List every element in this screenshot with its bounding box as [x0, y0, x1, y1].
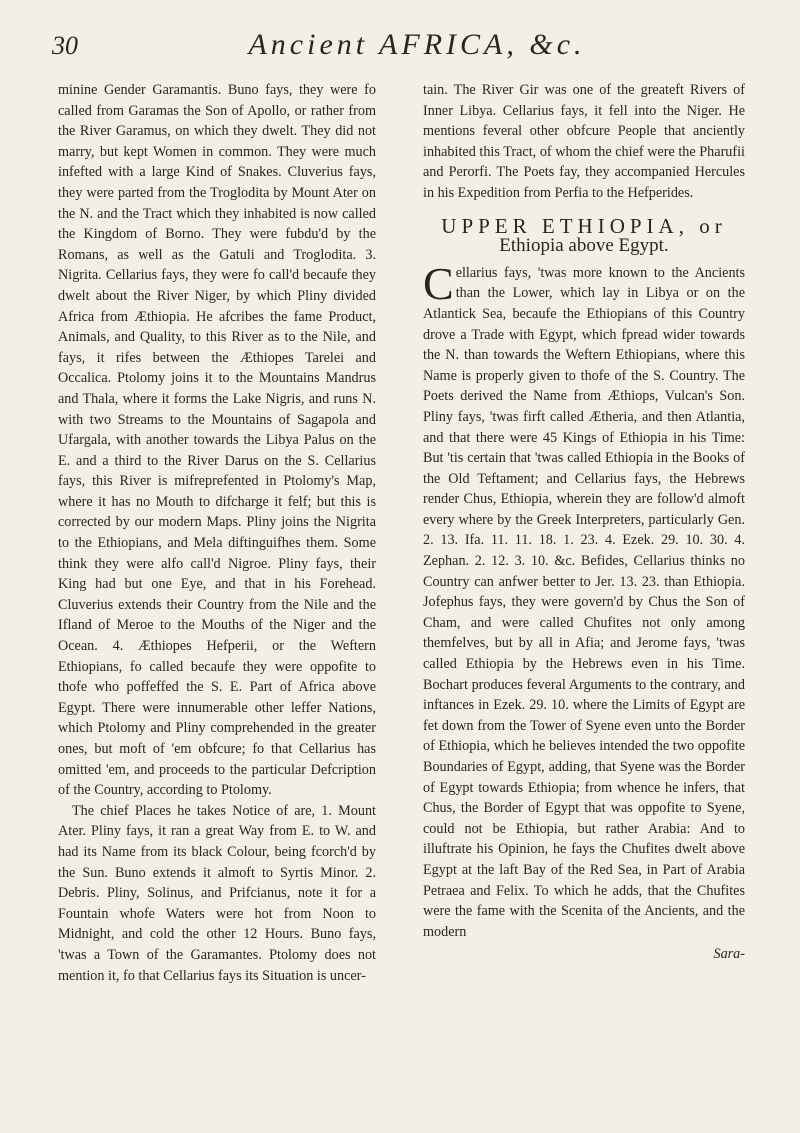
- page-number: 30: [52, 31, 78, 60]
- right-intro-paragraph: tain. The River Gir was one of the greateft Rivers of Inner Libya. Cellarius fays, it fell into the Niger. He mentions feveral other obfcure People that anciently inhabited this Tract, of whom the chief were the Pharufii and Perorfi. The Poets fay, they accompanied Hercules in his Expedition from Perfia to the Hefperides.: [423, 82, 745, 201]
- right-column: [423, 80, 745, 965]
- section-heading-line2: Ethiopia above Egypt.: [499, 235, 669, 257]
- left-column: [58, 80, 376, 986]
- section-heading: [423, 213, 745, 257]
- left-paragraph-2: The chief Places he takes Notice of are, 1. Mount Ater. Pliny fays, it ran a great Way from E. to W. and had its Name from its black Colour, being fcorch'd by the Sun. Buno extends it almoft to Syrtis Minor. 2. Debris. Pliny, Solinus, and Prifcianus, note it for a Fountain whofe Waters were hot from Noon to Midnight, and cold the other 12 Hours. Buno fays, 'twas a Town of the Garamantes. Ptolomy does not mention it, fo that Cellarius fays its Situation is uncer-: [58, 802, 376, 984]
- running-title: Ancient AFRICA, &c.: [248, 28, 586, 61]
- page-header: [52, 28, 742, 64]
- left-paragraph-1: minine Gender Garamantis. Buno fays, they were fo called from Garamas the Son of Apollo, or rather from the River Garamus, on which they dwelt. They did not marry, but kept Women in common. They were much infefted with a large Kind of Snakes. Cluverius fays, they were parted from the Troglodita by Mount Ater on the N. and the Tract which they inhabited is now called the Kingdom of Borno. They were fubdu'd by the Romans, as well as the Gatuli and Troglodita. 3. Nigrita. Cellarius fays, they were fo call'd becaufe they dwelt about the River Niger, by which Pliny divided Africa from Æthiopia. He afcribes the fame Product, Animals, and Quality, to this River as to the Nile, and fays, it rifes between the Æthiopes Tarelei and Occalica. Ptolomy joins it to the Mountains Mandrus and Thala, where it forms the Lake Nigris, and runs N. with two Streams to the Mountains of Sagapola and Ufargala, with another towards the Libya Palus on the E. and a third to the River Darus on the S. Cellarius fays, this River is mifreprefented in Ptolomy's Map, where it has no Mouth to difcharge it felf; but this is corrected by our modern Maps. Pliny joins the Nigrita to the Ethiopians, and Mela diftinguifhes them. Some think they were alfo call'd Nigroe. Pliny fays, their King had but one Eye, and that in his Forehead. Cluverius extends their Country from the Nile and the Ifland of Meroe to the Mouths of the Niger and the Ocean. 4. Æthiopes Hefperii, or the Weftern Ethiopians, fo called becaufe they were oppofite to thofe who poffeffed the S. E. Part of Africa above Egypt. There were innumerable other leffer Nations, which Ptolomy and Pliny comprehended in the greater ones, but moft of 'em obfcure; fo that Cellarius has omitted 'em, and proceeds to the particular Defcription of the Country, according to Ptolomy.: [58, 82, 376, 799]
- catchword: Sara-: [713, 946, 745, 963]
- right-body-paragraph: Cellarius fays, 'twas more known to the Ancients than the Lower, which lay in Libya or on the Atlantick Sea, becaufe the Ethiopians of this Country drove a Trade with Egypt, which fpread wider towards the N. than towards the Weftern Ethiopians, where this Name is properly given to thofe of the S. Country. The Poets derived the Name from Æthiops, Vulcan's Son. Pliny fays, 'twas firft called Ætheria, and then Atlantia, and that there were 45 Kings of Ethiopia in his Time: But 'tis certain that 'twas called Ethiopia in the Books of the Old Teftament; and Cellarius fays, the Hebrews render Chus, Ethiopia, wherein they are follow'd almoft every where by the Greek Interpreters, particularly Gen. 2. 13. Ifa. 11. 11. 18. 1. 23. 4. Ezek. 29. 10. 30. 4. Zephan. 2. 12. 3. 10. &c. Befides, Cellarius thinks no Country can anfwer better to Jer. 13. 23. than Ethiopia. Jofephus fays, they were govern'd by Chus the Son of Cham, and were called Chufites not only among themfelves, but by all in Afia; and Jerome fays, 'twas called Ethiopia by the Hebrews even in his Time. Bochart produces feveral Arguments to the contrary, and inftances in Ezek. 29. 10. where the Limits of Egypt are fet down from the Tower of Syene even unto the Border of Ethiopia, which he believes intended the two oppofite Boundaries of Egypt, adding, that Syene was the Border of Egypt towards Ethiopia; from whence he infers, that Chus, the Border of Egypt that was oppofite to Syene, could not be Ethiopia, but rather Arabia: And to illuftrate his Opinion, he fays the Chufites dwelt above Egypt at the laft Bay of the Red Sea, in Part of Arabia Petraea and Felix. To which he adds, that the Chufites were the fame with the Scenita of the Ancients, and the modern: [423, 257, 745, 940]
- section-heading-line1: UPPER ETHIOPIA, or: [441, 213, 727, 238]
